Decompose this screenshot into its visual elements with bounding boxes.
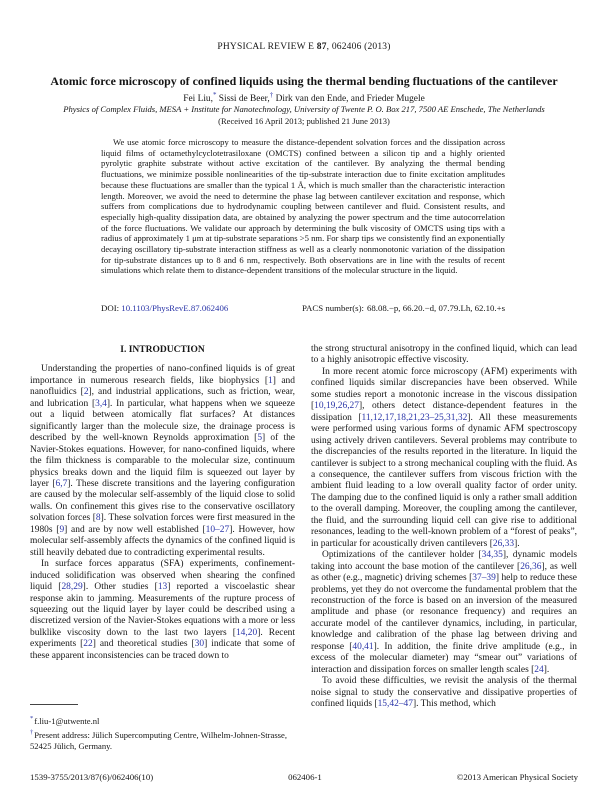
citation-link[interactable]: 9 [59,524,65,535]
citation-link[interactable]: 14,20 [235,627,258,638]
abstract-text: We use atomic force microscopy to measure the distance-dependent solvation forces and the dissipation across liquid films of octamethylcyclotetrasiloxane (OMCTS) confined between a silicon tip and a highly oriented pyrolytic graphite substrate without active excitation of the cantilever. By analyzing the thermal bending fluctuations, we minimize possible nonlinearities of the tip-substrate interaction due to finite excitation amplitudes because these fluctuations are smaller than the typical 1 Å, which is much smaller than the characteristic interaction length. Moreover, we avoid the need to determine the phase lag between cantilever excitation and response, which suffers from complications due to hydrodynamic coupling between cantilever and fluid. Consistent results, and especially high-quality dissipation data, are obtained by analyzing the power spectrum and the time autocorrelation of the force fluctuations. We validate our approach by determining the bulk viscosity of OMCTS using tips with a radius of approximately 1 μm at tip-substrate separations >5 nm. For sharp tips we consistently find an exponentially decaying oscillatory tip-substrate interaction stiffness as well as a clearly nonmonotonic variation of the dissipation for tip-substrate distances up to 8 and 6 nm, respectively. Both observations are in line with the results of recent simulations which relate them to distance-dependent transitions of the molecular structure in the liquid. [101,137,505,276]
received-line: (Received 16 April 2013; published 21 June 2013) [218,116,390,126]
doi-link[interactable]: 10.1103/PhysRevE.87.062406 [121,303,229,313]
issn-code: 1539-3755/2013/87(6)/062406(10) [30,772,154,782]
affiliation-line: Physics of Complex Fluids, MESA + Institute for Nanotechnology, University of Twente P. O. Box 217, 7500 AE Enschede, The Netherlands [63,104,545,114]
pacs-entry [302,303,505,313]
journal-header [0,42,608,52]
citation-link[interactable]: 13 [157,582,168,593]
citation-link[interactable]: 26,33 [492,538,515,549]
journal-name: PHYSICAL REVIEW E [217,42,317,52]
footnote-email [30,713,295,727]
citation-link[interactable]: 30 [194,639,205,650]
journal-volume: 87 [316,42,327,52]
section-heading-introduction: I. INTRODUCTION [120,345,205,355]
author-line: Fei Liu,* Sissi de Beer,† Dirk van den Ende, and Frieder Mugele [183,91,425,105]
citation-link[interactable]: 1 [268,375,273,386]
left-column [30,344,295,662]
footnote-address [30,727,295,752]
pacs-codes: 68.08.−p, 66.20.−d, 07.79.Lh, 62.10.+s [366,303,505,313]
citation-link[interactable]: 34,35 [481,550,503,561]
paragraph: the strong structural anisotropy in the confined liquid, which can lead to a highly anisotropic effective viscosity. [311,344,577,366]
citation-link[interactable]: 10–27 [205,524,230,535]
citation-link[interactable]: 2 [83,387,89,398]
dagger-footnote-mark: † [30,729,34,737]
doi-pacs-row [101,303,505,313]
citation-link[interactable]: 26,36 [520,561,542,572]
journal-issue-info: , 062406 (2013) [326,42,391,52]
citation-link[interactable]: 40,41 [352,641,374,652]
footnote-mark[interactable]: † [269,91,274,99]
pacs-label: PACS number(s): [301,303,364,313]
doi-entry [101,303,228,313]
footnote-address-text: Present address: Jülich Supercomputing Centre, Wilhelm-Johnen-Strasse, 52425 Jülich, Germany. [30,729,287,752]
asterisk-footnote-mark: * [30,715,34,722]
citation-link[interactable]: 8 [95,513,101,524]
paragraph: In more recent atomic force microscopy (AFM) experiments with confined liquids similar discrepancies have been observed. While some studies report a monotonic increase in the viscous dissipation [10,19,26,27], others detect distance-dependent features in the dissipation [11,12,17,18,21,23–25,31,32]. All these measurements were performed using various forms of dynamic AFM spectroscopy using actively driven cantilevers. Several problems may contribute to the discrepancies of the results reported in the literature. In liquid the cantilever is subject to a strong mechanical coupling with the fluid. As a consequence, the cantilever suffers from viscous friction with the ambient fluid leading to a low overall quality factor of order unity. The damping due to the confined liquid is only a rather small addition to the overall damping. Moreover, the coupling among the cantilever, the fluid, and the surrounding liquid cell can give rise to additional resonances, leading to the well-known problem of a “forest of peaks”, in particular for acoustically driven cantilevers [26,33]. [311,366,577,549]
copyright-notice: ©2013 American Physical Society [456,772,578,782]
citation-link[interactable]: 24 [534,664,544,675]
footnote-mark[interactable]: * [212,91,217,99]
citation-link[interactable]: 15,42–47 [377,699,413,710]
citation-link[interactable]: 37–39 [472,573,496,584]
abstract-block [101,137,505,276]
right-column-paragraphs [311,344,577,711]
paragraph: Understanding the properties of nano-confined liquids is of great importance in numerous research fields, like biophysics [1] and nanofluidics [2], and industrial applications, such as friction, wear, and lubrication [3,4]. In particular, what happens when we squeeze out a liquid between atomically flat surfaces? At distances significantly larger than the molecule size, the drainage process is described by the well-known Reynolds approximation [5] of the Navier-Stokes equations. However, for nano-confined liquids, where the film thickness is comparable to the molecular size, continuum physics breaks down and the liquid film is squeezed out layer by layer [6,7]. These discrete transitions and the layering configuration are caused by the molecular self-assembly of the liquid close to solid walls. On confinement this gives rise to the conservative oscillatory solvation forces [8]. These solvation forces were first measured in the 1980s [9] and are by now well established [10–27]. However, how molecular self-assembly affects the dynamics of the confined liquid is still heavily debated due to contradicting experimental results. [30,364,295,558]
doi-label: DOI: [101,303,120,313]
page-footer [30,772,578,782]
citation-link[interactable]: 6,7 [55,478,68,489]
citation-link[interactable]: 11,12,17,18,21,23–25,31,32 [361,412,468,423]
footnote-block [30,704,295,752]
citation-link[interactable]: 3,4 [95,398,107,409]
footnote-email-text[interactable]: f.liu-1@utwente.nl [34,715,100,726]
page-number: 062406-1 [288,772,322,782]
right-column [311,344,577,711]
footnote-rule [30,704,78,705]
left-column-paragraphs [30,364,295,662]
paper-title: Atomic force microscopy of confined liquids using the thermal bending fluctuations of the cantilever [50,73,558,88]
citation-link[interactable]: 22 [83,639,93,650]
paragraph: To avoid these difficulties, we revisit the analysis of the thermal noise signal to study the conservative and dissipative properties of confined liquids [15,42–47]. This method, which [311,676,577,710]
paragraph: In surface forces apparatus (SFA) experiments, confinement-induced solidification was observed when shearing the confined liquid [28,29]. Other studies [13] reported a viscoelastic shear response akin to jamming. Measurements of the rupture process of squeezing out the liquid layer by layer could be described using a discretized version of the Navier-Stokes equations with a more or less bulklike viscosity down to the last two layers [14,20]. Recent experiments [22] and theoretical studies [30] indicate that some of these apparent inconsistencies can be traced down to [30,559,296,661]
citation-link[interactable]: 10,19,26,27 [314,401,359,412]
paragraph: Optimizations of the cantilever holder [34,35], dynamic models taking into account the base motion of the cantilever [26,36], as well as other (e.g., magnetic) driving schemes [37–39] help to reduce these problems, yet they do not overcome the fundamental problem that the reconstruction of the force is based on an inversion of the measured amplitude and phase (or resonance frequency) and requires an accurate model of the cantilever dynamics, including, in particular, knowledge and calibration of the phase lag between driving and response [40,41]. In addition, the finite drive amplitude (e.g., in excess of the molecular diameter) may “smear out” variations of interaction and dissipation forces on smaller length scales [24]. [311,550,577,675]
citation-link[interactable]: 5 [257,433,263,444]
citation-link[interactable]: 28,29 [61,582,83,593]
